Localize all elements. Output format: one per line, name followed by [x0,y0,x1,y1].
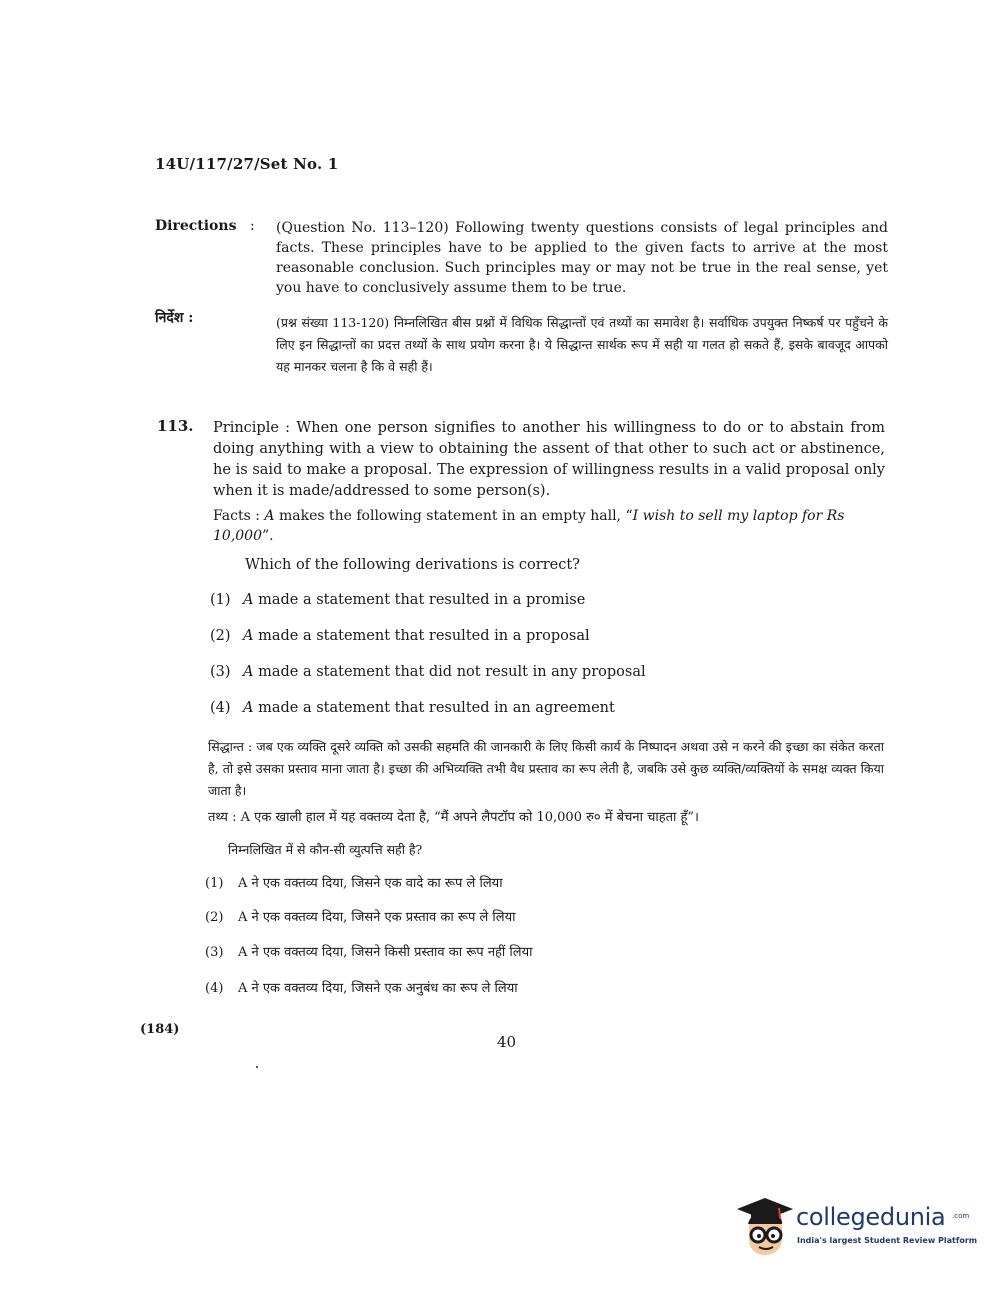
directions-colon: : [250,218,255,234]
option-text: made a statement that resulted in a promise [253,592,586,608]
option-text: A ने एक वक्तव्य दिया, जिसने किसी प्रस्ताव का रूप नहीं लिया [238,945,533,960]
option-text: A ने एक वक्तव्य दिया, जिसने एक वादे का रूप ले लिया [238,876,503,891]
option-party: A [243,592,254,608]
option-text: made a statement that resulted in a proposal [253,628,590,644]
hindi-question-stem: निम्नलिखित में से कौन-सी व्युत्पत्ति सही है? [228,842,423,857]
facts-prefix: Facts : [213,508,265,524]
option-2[interactable] [210,628,590,644]
option-number: (4) [205,981,224,996]
option-number: (2) [210,628,231,644]
hindi-option-1[interactable] [205,873,503,891]
option-number: (3) [210,664,231,680]
page-number: 40 [497,1033,517,1051]
option-1[interactable] [210,592,585,608]
hindi-option-4[interactable] [205,978,518,996]
option-text: made a statement that did not result in any proposal [253,664,646,680]
option-4[interactable] [210,700,615,716]
paper-code: 14U/117/27/Set No. 1 [155,155,339,173]
question-stem: Which of the following derivations is correct? [245,557,580,573]
option-text: A ने एक वक्तव्य दिया, जिसने एक प्रस्ताव का रूप ले लिया [238,910,516,925]
logo-tagline: India's largest Student Review Platform [797,1236,978,1245]
hindi-principle: सिद्धान्त : जब एक व्यक्ति दूसरे व्यक्ति को उसकी सहमति की जानकारी के लिए किसी कार्य के निष्पादन अथवा उसे न करने की इच्छा का संकेत करता है, तो इसे उसका प्रस्ताव माना जाता है। इच्छा की अभिव्यक्ति तभी वैध प्रस्ताव का रूप लेती है, जबकि उसे कुछ व्यक्ति/व्यक्तियों के समक्ष व्यक्त किया जाता है। [208,739,884,798]
logo-wordmark: collegedunia [796,1203,946,1231]
nirdesh-text: (प्रश्न संख्या 113-120) निम्नलिखित बीस प्रश्नों में विधिक सिद्धान्तों एवं तथ्यों का समावेश है। सर्वाधिक उपयुक्त निष्कर्ष पर पहुँचने के लिए इन सिद्धान्तों का प्रदत्त तथ्यों के साथ प्रयोग करना है। ये सिद्धान्त सार्थक रूप में सही या गलत हो सकते हैं, इसके बावजूद आपको यह मानकर चलना है कि वे सही हैं। [276,315,888,374]
question-principle: Principle : When one person signifies to another his willingness to do or to abstain from doing anything with a view to obtaining the assent of that other to such act or abstinence, he is said to make a proposal. The expression of willingness results in a valid proposal only when it is made/addressed to some person(s). [213,420,885,499]
option-party: A [243,700,254,716]
question-facts [213,506,885,546]
option-3[interactable] [210,664,646,680]
directions-label: Directions [155,218,237,234]
facts-mid: makes the following statement in an empty hall, “ [274,508,633,524]
option-party: A [243,664,254,680]
option-number: (2) [205,910,224,925]
nirdesh-label: निर्देश : [155,310,194,326]
stray-mark [256,1066,258,1068]
facts-party: A [264,508,275,524]
option-number: (4) [210,700,231,716]
hindi-facts: तथ्य : A एक खाली हाल में यह वक्तव्य देता है, “मैं अपने लैपटॉप को 10,000 रु० में बेचना चाहता हूँ”। [208,810,699,825]
logo-domain: .com [952,1212,970,1220]
option-number: (3) [205,945,224,960]
option-text: A ने एक वक्तव्य दिया, जिसने एक अनुबंध का रूप ले लिया [238,981,518,996]
option-party: A [243,628,254,644]
option-number: (1) [210,592,231,608]
hindi-option-2[interactable] [205,907,516,925]
booklet-code: (184) [140,1022,180,1037]
option-number: (1) [205,876,224,891]
hindi-option-3[interactable] [205,942,533,960]
question-number: 113. [157,417,194,435]
facts-quote: I wish to sell my laptop for Rs 10,000 [213,508,845,544]
option-text: made a statement that resulted in an agreement [253,700,615,716]
facts-end: ”. [262,528,274,544]
directions-text: (Question No. 113–120) Following twenty questions consists of legal principles and facts. These principles have to be applied to the given facts to arrive at the most reasonable conclusion. Such principles may or may not be true in the real sense, yet you have to conclusively assume them to be true. [276,220,888,296]
